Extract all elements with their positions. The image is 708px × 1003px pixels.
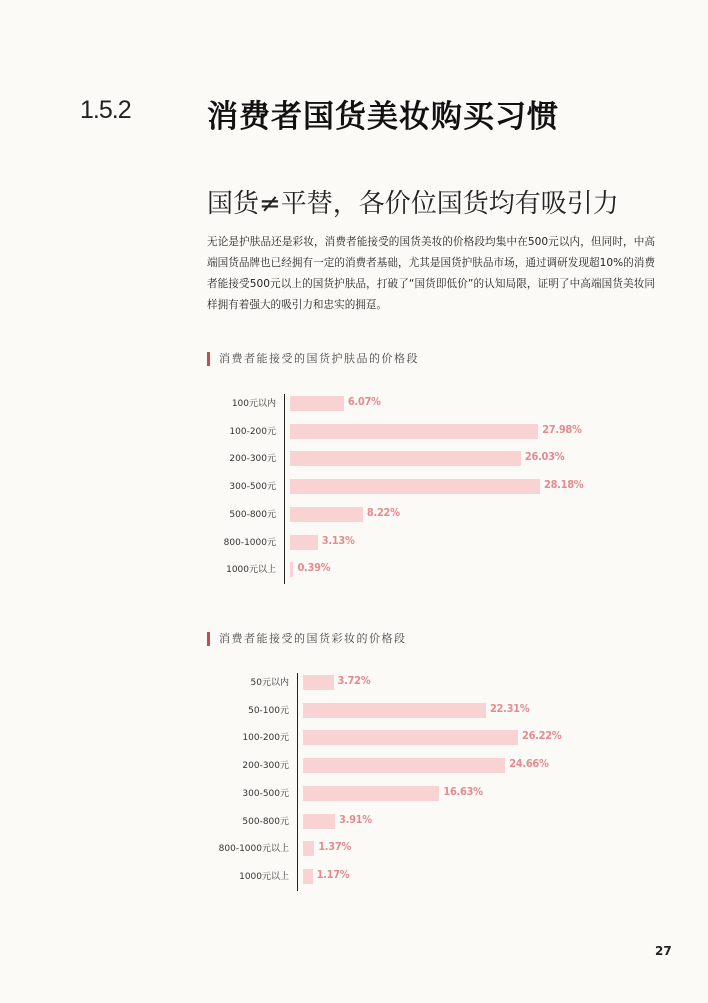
bar-value-label: 24.66% [509,757,549,771]
category-label: 1000元以上 [239,871,289,882]
category-label: 100-200元 [242,733,289,744]
chart-row [170,528,630,556]
bar-value-label: 26.22% [522,729,562,743]
bar-value-label: 27.98% [542,422,582,436]
chart-row [170,444,630,472]
bar [303,841,314,856]
category-label: 50-100元 [248,705,289,716]
chart-row [170,779,630,807]
section-number: 1.5.2 [80,96,131,124]
chart-row [170,668,630,696]
chart-row [170,472,630,500]
bar [303,869,313,884]
bar-value-label: 8.22% [366,505,400,519]
chart-skincare-price [170,389,630,587]
bar-value-label: 0.39% [297,561,331,575]
category-label: 800-1000元 [223,537,276,548]
bar-value-label: 16.63% [443,784,483,798]
bar [290,507,363,522]
chart-makeup-price [170,668,630,894]
page-title: 消费者国货美妆购买习惯 [207,99,559,135]
category-label: 1000元以上 [226,565,276,576]
bar [290,479,540,494]
bar [290,451,521,466]
bar-value-label: 1.17% [316,867,350,881]
category-label: 200-300元 [242,761,289,772]
headline: 国货≠平替，各价位国货均有吸引力 [207,189,619,219]
chart-title-makeup: 消费者能接受的国货彩妆的价格段 [207,632,407,646]
chart-row [170,862,630,890]
chart-row [170,389,630,417]
chart-row [170,696,630,724]
chart-row [170,751,630,779]
category-label: 500-800元 [229,509,276,520]
bar-value-label: 22.31% [489,701,530,715]
chart-row [170,417,630,445]
category-label: 500-800元 [242,816,289,827]
chart-row [170,723,630,751]
bar [290,535,318,550]
category-label: 800-1000元以上 [218,844,289,855]
category-label: 50元以内 [250,678,289,688]
bar [290,562,293,577]
bar [303,675,334,690]
body-paragraph: 无论是护肤品还是彩妆，消费者能接受的国货美妆的价格段均集中在500元以内，但同时，中高端国货品牌也已经拥有一定的消费者基础，尤其是国货护肤品市场，通过调研发现超10%的消费者能接受500元以上的国货护肤品，打破了“国货即低价”的认知局限，证明了中高端国货美妆同样拥有着强大的吸引力和忠实的拥趸。 [207,236,655,311]
category-label: 300-500元 [229,482,276,493]
bar [303,703,486,718]
bar [290,424,538,439]
bar-value-label: 28.18% [544,478,584,492]
chart-row [170,500,630,528]
chart-title-skincare: 消费者能接受的国货护肤品的价格段 [207,352,419,366]
chart-row [170,834,630,862]
bar-value-label: 3.91% [339,812,372,826]
page-number: 27 [655,944,672,958]
bar [303,730,518,745]
bar-value-label: 6.07% [347,395,381,408]
bar [303,814,335,829]
bar [303,786,439,801]
bar-value-label: 3.13% [321,533,355,547]
category-label: 100元以内 [231,399,276,409]
category-label: 200-300元 [229,454,276,465]
bar-value-label: 26.03% [524,450,565,464]
bar [290,396,344,411]
chart-row [170,555,630,583]
bar [303,758,505,773]
bar-value-label: 3.72% [337,674,371,687]
category-label: 300-500元 [242,788,289,799]
chart-row [170,807,630,835]
bar-value-label: 1.37% [318,840,352,854]
category-label: 100-200元 [229,426,276,437]
